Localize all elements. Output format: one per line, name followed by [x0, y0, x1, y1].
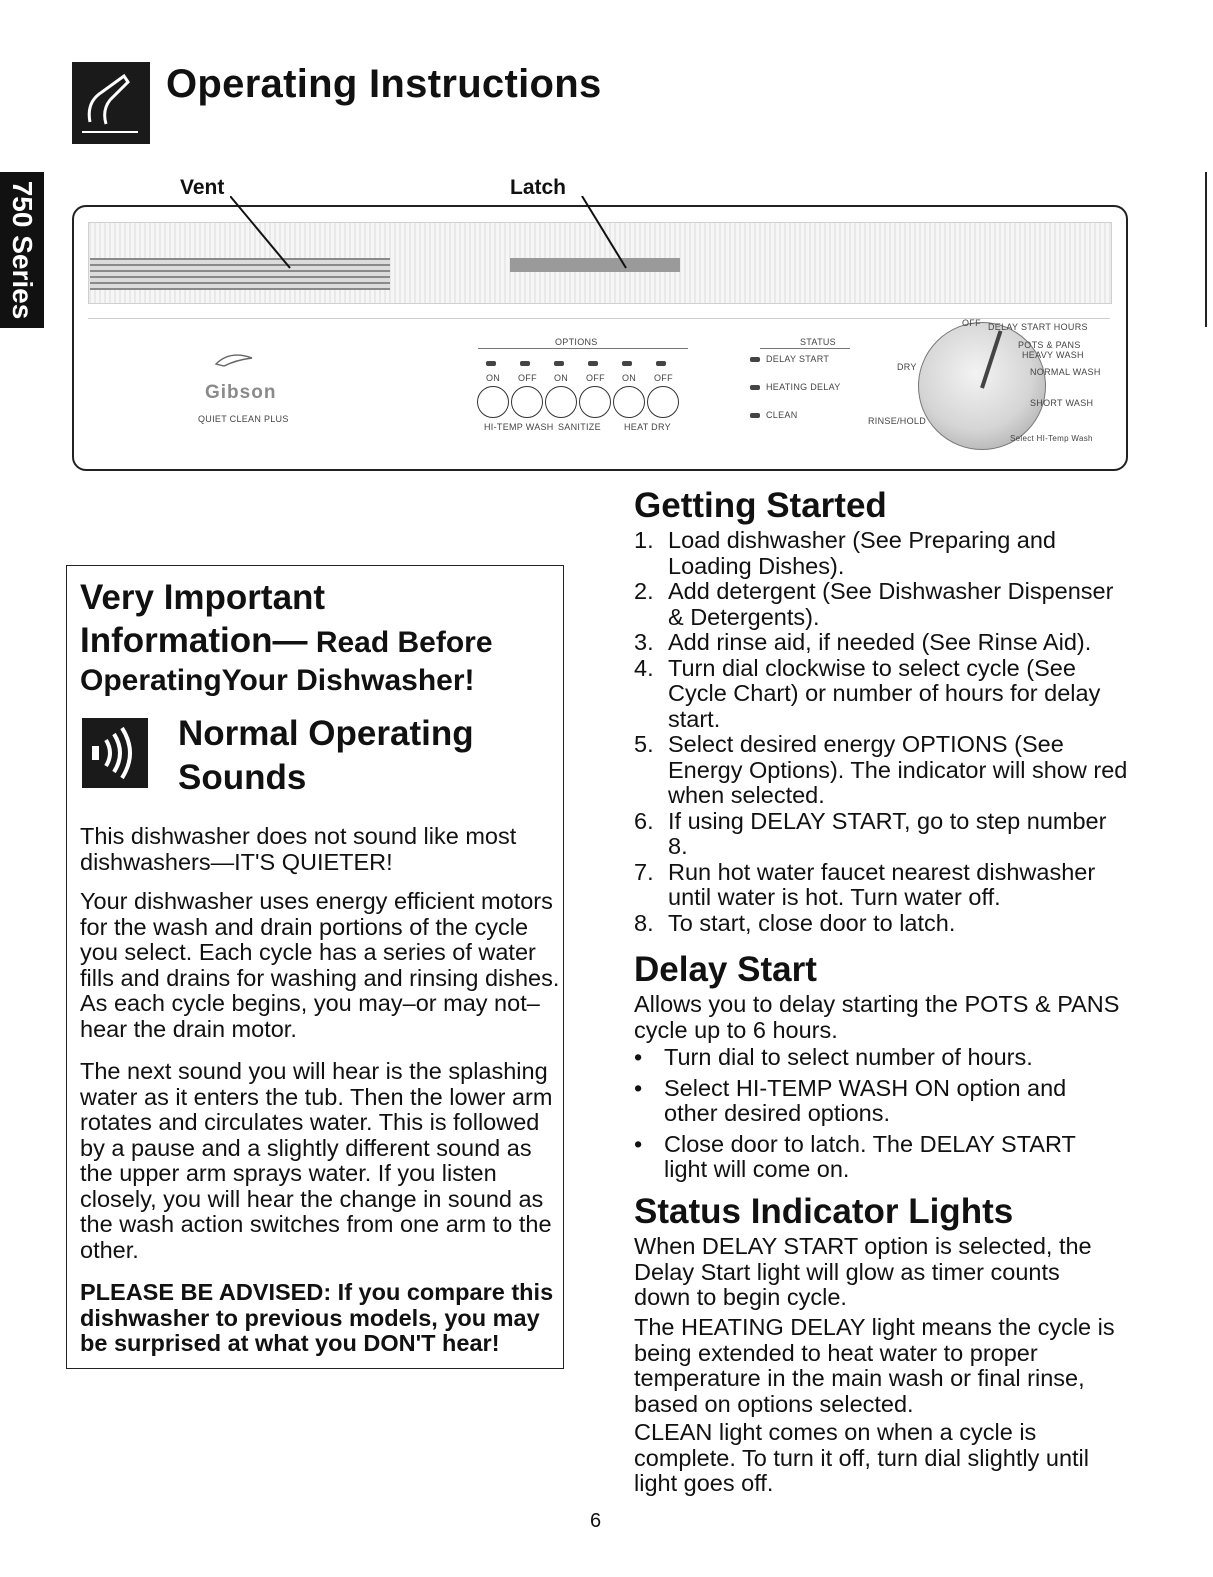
bullet-item: • Close door to latch. The DELAY START light will come on.: [634, 1132, 1114, 1183]
dial-label: SHORT WASH: [1030, 398, 1094, 408]
option-led: [622, 361, 632, 366]
getting-started-heading: Getting Started: [634, 486, 887, 525]
important-heading-3: OperatingYour Dishwasher!: [80, 664, 475, 697]
option-led: [486, 361, 496, 366]
option-button[interactable]: [613, 386, 645, 418]
option-name: SANITIZE: [558, 422, 601, 432]
status-light-label: HEATING DELAY: [766, 382, 841, 392]
dial-label: NORMAL WASH: [1030, 367, 1101, 377]
step-item: 2. Add detergent (See Dishwasher Dispenser & Detergents).: [634, 578, 1114, 630]
latch-callout: Latch: [510, 176, 567, 199]
hand-touch-icon: [72, 62, 150, 144]
option-led: [554, 361, 564, 366]
sounds-para-3: The next sound you will hear is the splashing water as it enters the tub. Then the lower arm rotates and circulates water. This is followed by a pause and a slightly different sound as the upper arm sprays water. If you listen closely, you will hear the change in sound as the wash action switches from one arm to the other.: [80, 1058, 553, 1263]
option-button[interactable]: [545, 386, 577, 418]
status-led: [750, 385, 760, 390]
sounds-heading-2: Sounds: [178, 758, 307, 797]
step-item: 7. Run hot water faucet nearest dishwasher until water is hot. Turn water off.: [634, 858, 1096, 910]
delay-start-heading: Delay Start: [634, 950, 817, 989]
advised-note: PLEASE BE ADVISED: If you compare this dishwasher to previous models, you may be surprised at what you DON'T hear!: [80, 1279, 554, 1356]
step-item: 6. If using DELAY START, go to step number 8.: [634, 807, 1107, 859]
important-heading-2b: Read Before: [307, 626, 493, 659]
gibson-logo-icon: [212, 348, 256, 375]
bullet-item: • Select HI-TEMP WASH ON option and other desired options.: [634, 1076, 1114, 1127]
callout-lines: [230, 196, 650, 276]
status-light-label: CLEAN: [766, 410, 798, 420]
status-para-1: When DELAY START option is selected, the Delay Start light will glow as timer counts down to begin cycle.: [634, 1233, 1092, 1310]
dial-label: Select HI-Temp Wash: [1010, 434, 1093, 443]
dial-label: DELAY START HOURS: [988, 322, 1088, 332]
step-item: 4. Turn dial clockwise to select cycle (See Cycle Chart) or number of hours for delay start.: [634, 654, 1101, 732]
option-state-label: OFF: [586, 373, 605, 383]
dial-label: OFF: [962, 318, 981, 328]
options-label: OPTIONS: [555, 337, 598, 347]
sounds-para-2: Your dishwasher uses energy efficient motors for the wash and drain portions of the cycle you select. Each cycle has a series of water fills and drains for washing and rinsing dishes. As each cycle begins, you may–or may not–hear the drain motor.: [80, 888, 560, 1042]
option-button[interactable]: [477, 386, 509, 418]
important-heading-1: Very Important: [80, 578, 326, 617]
status-lights-heading: Status Indicator Lights: [634, 1192, 1014, 1231]
status-led: [750, 413, 760, 418]
status-label: STATUS: [800, 337, 836, 347]
option-name: HEAT DRY: [624, 422, 671, 432]
vent-callout: Vent: [180, 176, 225, 199]
status-light-label: DELAY START: [766, 354, 830, 364]
option-state-label: OFF: [518, 373, 537, 383]
dial-label: DRY: [897, 362, 917, 372]
brand-subtitle: QUIET CLEAN PLUS: [198, 414, 289, 424]
option-state-label: ON: [554, 373, 569, 383]
step-item: 8. To start, close door to latch.: [634, 909, 956, 936]
page-number: 6: [590, 1510, 602, 1532]
option-state-label: ON: [622, 373, 637, 383]
dial-label: POTS & PANS: [1018, 340, 1081, 350]
status-led: [750, 357, 760, 362]
delay-start-bullets: [634, 1045, 1114, 1183]
delay-start-intro: Allows you to delay starting the POTS & PANS cycle up to 6 hours.: [634, 991, 1120, 1043]
sounds-heading-1: Normal Operating: [178, 714, 474, 753]
important-heading-2: Information—: [80, 621, 308, 660]
option-button[interactable]: [647, 386, 679, 418]
step-item: 5. Select desired energy OPTIONS (See Energy Options). The indicator will show red when selected.: [634, 731, 1128, 808]
bullet-item: • Turn dial to select number of hours.: [634, 1045, 1114, 1071]
getting-started-steps: [634, 528, 1129, 936]
dial-label: RINSE/HOLD: [868, 416, 927, 426]
option-led: [656, 361, 666, 366]
status-para-2: The HEATING DELAY light means the cycle is being extended to heat water to proper temperature in the main wash or final rinse, based on options selected.: [634, 1314, 1115, 1417]
status-para-3: CLEAN light comes on when a cycle is complete. To turn it off, turn dial slightly until light goes off.: [634, 1419, 1090, 1496]
option-state-label: ON: [486, 373, 501, 383]
dial-label: HEAVY WASH: [1022, 350, 1084, 360]
edge-rule: [1205, 172, 1207, 327]
option-state-label: OFF: [654, 373, 673, 383]
step-item: 3. Add rinse aid, if needed (See Rinse Aid).: [634, 629, 1092, 655]
series-side-tab: [0, 172, 44, 328]
status-rule: [760, 348, 850, 349]
speaker-sound-icon: [82, 718, 148, 788]
option-led: [588, 361, 598, 366]
brand-name: Gibson: [205, 382, 277, 403]
option-button[interactable]: [511, 386, 543, 418]
options-rule: [478, 348, 688, 349]
sounds-para-1: This dishwasher does not sound like most dishwashers—IT'S QUIETER!: [80, 823, 517, 875]
page-title: Operating Instructions: [166, 62, 602, 106]
step-item: 1. Load dishwasher (See Preparing and Loading Dishes).: [634, 527, 1057, 579]
option-button[interactable]: [579, 386, 611, 418]
series-label: 750 Series: [7, 180, 38, 320]
option-name: HI-TEMP WASH: [484, 422, 554, 432]
option-led: [520, 361, 530, 366]
